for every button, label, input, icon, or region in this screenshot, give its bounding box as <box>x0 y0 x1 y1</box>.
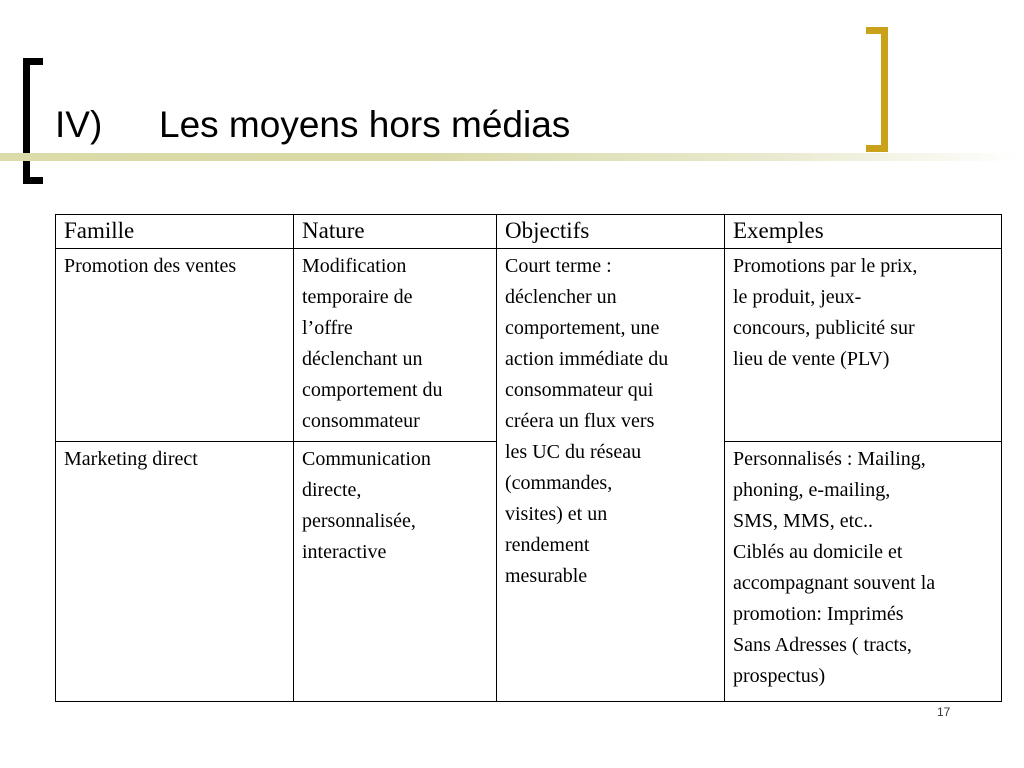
title-text: Les moyens hors médias <box>159 104 571 145</box>
header-exemples: Exemples <box>725 215 1002 249</box>
cell-text: Promotions par le prix, le produit, jeux- concours, publicité sur lieu de vente (PLV) <box>733 255 918 370</box>
header-objectifs: Objectifs <box>497 215 725 249</box>
title-underline-bar <box>0 153 1024 161</box>
cell-text: Personnalisés : Mailing, phoning, e-mailing, SMS, MMS, etc.. Ciblés au domicile et accompagnant souvent la promotion: Imprimés Sans Adresses ( tracts, prospectus) <box>733 448 936 687</box>
cell-text: Promotion des ventes <box>64 255 237 277</box>
left-bracket-decoration <box>23 58 43 184</box>
page-number: 17 <box>937 705 951 719</box>
cell-famille <box>56 249 294 442</box>
media-table <box>55 214 1002 702</box>
cell-nature <box>294 249 497 442</box>
cell-text: Court terme : déclencher un comportement, une action immédiate du consommateur qui créera un flux vers les UC du réseau (commandes, visites) et un rendement mesurable <box>505 255 669 587</box>
cell-nature <box>294 442 497 702</box>
cell-text: Modification temporaire de l’offre déclenchant un comportement du consommateur <box>302 255 443 432</box>
header-nature: Nature <box>294 215 497 249</box>
cell-text: Communication directe, personnalisée, interactive <box>302 448 431 563</box>
title-number: IV) <box>55 104 103 145</box>
cell-text: Marketing direct <box>64 448 198 470</box>
slide-title <box>55 105 570 146</box>
table-row <box>56 249 1002 442</box>
header-famille: Famille <box>56 215 294 249</box>
cell-exemples <box>725 442 1002 702</box>
table-header-row <box>56 215 1002 249</box>
cell-exemples <box>725 249 1002 442</box>
right-bracket-decoration <box>866 27 888 152</box>
cell-objectifs <box>497 249 725 702</box>
cell-famille <box>56 442 294 702</box>
